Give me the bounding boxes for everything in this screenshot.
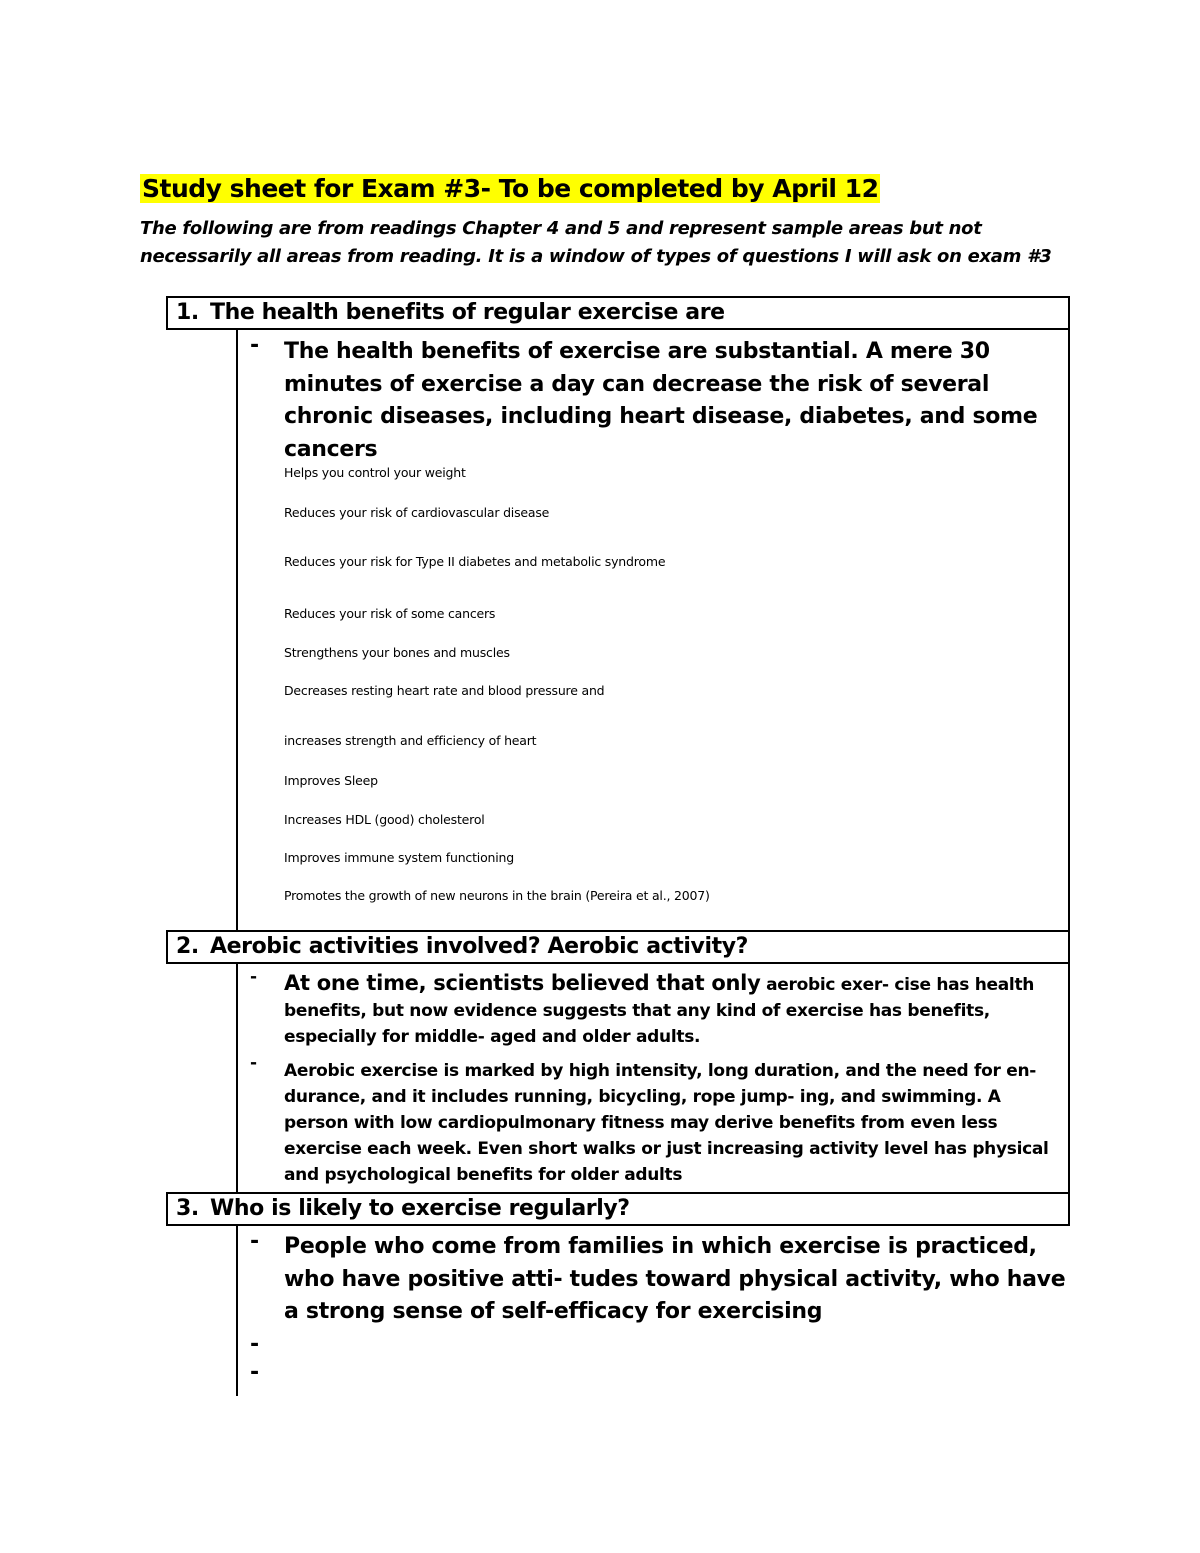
intro-text: The following are from readings Chapter 4 and 5 and represent sample areas but not necessarily all areas from reading. It is a window of types of questions I will ask on exam #3: [140, 218, 1052, 267]
section-1-heading: The health benefits of regular exercise are: [210, 300, 725, 325]
section-3-empty-bullet-2: [238, 1357, 1070, 1390]
section-1-number: 1.: [176, 300, 199, 325]
section-2-bullet-1-text: aerobic exer- cise has health benefits, but now evidence suggests that any kind of exercise has benefits, especially for middle- aged and older adults.: [284, 975, 1035, 1047]
section-3-bullet: [238, 1226, 1070, 1329]
dash-marker: -: [250, 1229, 259, 1254]
section-3-body: [236, 1226, 1070, 1396]
page-title: Study sheet for Exam #3- To be completed by April 12: [142, 174, 879, 203]
section-2-bullet-1-lead: At one time, scientists believed that only: [284, 971, 761, 995]
benefit-item-6: Decreases resting heart rate and blood pressure and: [284, 683, 605, 698]
section-3-number: 3.: [176, 1196, 199, 1221]
section-3-bullet-text: People who come from families in which exercise is practiced, who have positive atti- tudes toward physical activity, who have a strong sense of self-efficacy for exercising: [284, 1234, 1066, 1324]
benefit-item-2: Reduces your risk of cardiovascular disease: [284, 505, 550, 520]
benefit-item-8: Improves Sleep: [284, 773, 378, 788]
benefit-item-5: Strengthens your bones and muscles: [284, 645, 510, 660]
benefit-item-10: Improves immune system functioning: [284, 850, 514, 865]
section-3-header: [166, 1192, 1070, 1226]
benefit-item-3: Reduces your risk for Type II diabetes and metabolic syndrome: [284, 554, 666, 569]
section-1-body: [236, 330, 1070, 930]
section-2-heading: Aerobic activities involved? Aerobic activity?: [210, 934, 749, 959]
dash-marker: -: [250, 333, 259, 358]
section-2-number: 2.: [176, 934, 199, 959]
dash-marker: -: [250, 1360, 259, 1385]
dash-marker: -: [250, 1053, 257, 1073]
section-3-heading: Who is likely to exercise regularly?: [210, 1196, 630, 1221]
section-2-bullet-1: [238, 964, 1068, 1050]
section-1-bullet-text: The health benefits of exercise are substantial. A mere 30 minutes of exercise a day can decrease the risk of several chronic diseases, including heart disease, diabetes, and some cancers: [284, 339, 1038, 462]
section-2-header: [166, 930, 1070, 964]
section-1-header: [166, 296, 1070, 330]
section-2-body: [236, 964, 1070, 1192]
section-2-bullet-2: [238, 1050, 1068, 1188]
benefit-item-1: Helps you control your weight: [284, 465, 466, 480]
title-wrap: [140, 172, 880, 206]
benefit-item-9: Increases HDL (good) cholesterol: [284, 812, 485, 827]
dash-marker: -: [250, 1331, 259, 1357]
study-sheet: [166, 296, 1070, 1396]
benefit-item-7: increases strength and efficiency of heart: [284, 733, 537, 748]
section-1-bullet: [238, 330, 1068, 466]
benefit-item-4: Reduces your risk of some cancers: [284, 606, 496, 621]
dash-marker: -: [250, 967, 257, 987]
section-2-bullet-2-text: Aerobic exercise is marked by high intensity, long duration, and the need for en- durance, and it includes running, bicycling, rope jump- ing, and swimming. A person with low cardiopulmonary fitness may derive benefits from even less exercise each week. Even short walks or just increasing activity level has physical and psychological benefits for older adults: [284, 1061, 1049, 1185]
benefit-item-11: Promotes the growth of new neurons in the brain (Pereira et al., 2007): [284, 888, 710, 903]
